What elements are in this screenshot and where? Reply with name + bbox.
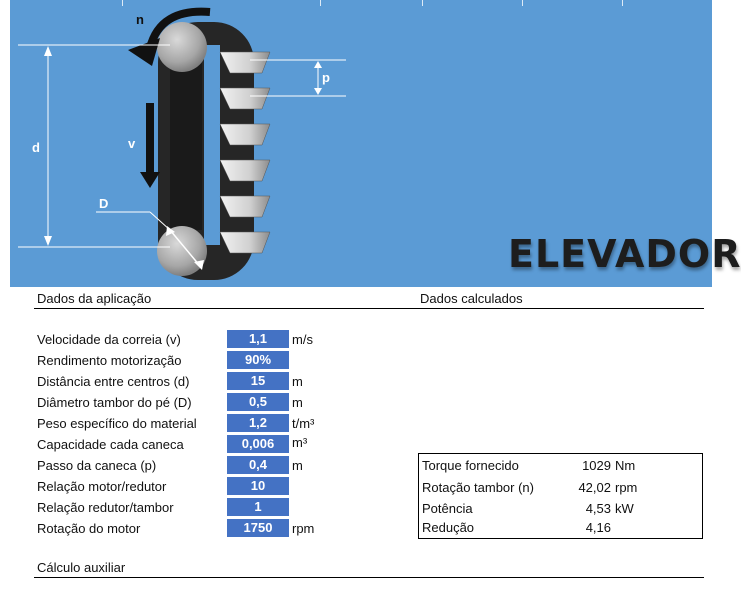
input-unit-belt-speed: m/s <box>292 332 313 347</box>
rotation-arrow-head <box>128 38 160 66</box>
input-label-bucket-capacity: Capacidade cada caneca <box>37 437 184 452</box>
elevator-title: ELEVADOR <box>508 232 741 276</box>
input-label-efficiency: Rendimento motorização <box>37 353 182 368</box>
calc-unit-torque: Nm <box>615 458 636 473</box>
label-D: D <box>99 196 109 211</box>
label-d: d <box>32 140 40 155</box>
calc-label-drum-speed: Rotação tambor (n) <box>422 480 534 495</box>
elevator-banner <box>10 0 741 287</box>
label-p: p <box>322 70 330 85</box>
input-unit-bucket-capacity: m³ <box>292 435 308 450</box>
input-label-motor-reducer-ratio: Relação motor/redutor <box>37 479 167 494</box>
section-auxiliary-title: Cálculo auxiliar <box>37 560 126 575</box>
calculated-results-box <box>418 453 703 539</box>
input-label-reducer-drum-ratio: Relação redutor/tambor <box>37 500 174 515</box>
input-value-efficiency[interactable]: 90% <box>227 351 289 369</box>
auxiliary-divider <box>34 577 704 578</box>
input-value-motor-speed[interactable]: 1750 <box>227 519 289 537</box>
input-label-belt-speed: Velocidade da correia (v) <box>37 332 181 347</box>
input-unit-foot-drum-diameter: m <box>292 395 303 410</box>
input-unit-motor-speed: rpm <box>292 521 315 536</box>
calc-value-torque: 1029 <box>582 458 611 473</box>
calc-label-torque: Torque fornecido <box>422 458 519 473</box>
input-label-center-distance: Distância entre centros (d) <box>37 374 190 389</box>
section-divider <box>34 308 704 309</box>
input-value-center-distance[interactable]: 15 <box>227 372 289 390</box>
input-value-bucket-capacity[interactable]: 0,006 <box>227 435 289 453</box>
label-v: v <box>128 136 136 151</box>
belt-inner <box>170 55 202 230</box>
calc-unit-power: kW <box>615 501 634 516</box>
calc-value-drum-speed: 42,02 <box>578 480 611 495</box>
calc-label-reduction: Redução <box>422 520 475 535</box>
velocity-arrow-head <box>140 172 160 188</box>
input-unit-center-distance: m <box>292 374 303 389</box>
calc-value-power: 4,53 <box>585 501 611 516</box>
calc-unit-drum-speed: rpm <box>615 480 638 495</box>
velocity-arrow <box>146 103 154 173</box>
input-unit-specific-weight: t/m³ <box>292 416 315 431</box>
input-value-reducer-drum-ratio[interactable]: 1 <box>227 498 289 516</box>
input-label-foot-drum-diameter: Diâmetro tambor do pé (D) <box>37 395 192 410</box>
input-value-foot-drum-diameter[interactable]: 0,5 <box>227 393 289 411</box>
label-n: n <box>136 12 144 27</box>
input-label-specific-weight: Peso específico do material <box>37 416 197 431</box>
input-value-specific-weight[interactable]: 1,2 <box>227 414 289 432</box>
input-label-bucket-pitch: Passo da caneca (p) <box>37 458 157 473</box>
foot-drum <box>157 226 207 276</box>
belt-gap <box>204 45 220 245</box>
input-unit-bucket-pitch: m <box>292 458 303 473</box>
input-value-motor-reducer-ratio[interactable]: 10 <box>227 477 289 495</box>
input-label-motor-speed: Rotação do motor <box>37 521 141 536</box>
calc-value-reduction: 4,16 <box>585 520 611 535</box>
calc-label-power: Potência <box>422 501 473 516</box>
input-value-bucket-pitch[interactable]: 0,4 <box>227 456 289 474</box>
input-value-belt-speed[interactable]: 1,1 <box>227 330 289 348</box>
head-drum <box>157 22 207 72</box>
section-calculated-title: Dados calculados <box>420 291 523 306</box>
section-application-title: Dados da aplicação <box>37 291 152 306</box>
